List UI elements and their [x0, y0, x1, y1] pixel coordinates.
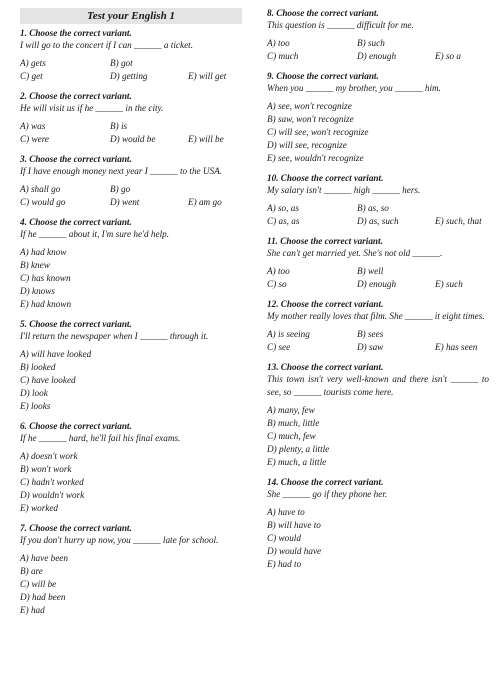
- answer-option[interactable]: A) too: [267, 266, 290, 276]
- question-header: 13. Choose the correct variant.: [267, 362, 384, 372]
- answer-option[interactable]: E) such: [435, 279, 463, 289]
- answer-option: [188, 57, 242, 70]
- answer-option: [188, 183, 242, 196]
- answer-option: [435, 37, 489, 50]
- answer-option[interactable]: B) are: [20, 566, 43, 576]
- question-header: 8. Choose the correct variant.: [267, 8, 379, 18]
- answer-options: [20, 183, 242, 209]
- question-header: 6. Choose the correct variant.: [20, 421, 132, 431]
- question-header: 14. Choose the correct variant.: [267, 477, 384, 487]
- question-text: I will go to the concert if I can ______ a ticket.: [20, 40, 193, 50]
- answer-option[interactable]: B) as, so: [357, 203, 389, 213]
- answer-option[interactable]: D) as, such: [357, 216, 399, 226]
- answer-option: [435, 265, 489, 278]
- question-text: If I have enough money next year I ______ to the USA.: [20, 166, 223, 176]
- answer-option[interactable]: E) had to: [267, 559, 302, 569]
- answer-option[interactable]: C) so: [267, 279, 287, 289]
- answer-option[interactable]: C) much: [267, 51, 299, 61]
- answer-option[interactable]: C) get: [20, 71, 43, 81]
- answer-option[interactable]: B) is: [110, 121, 128, 131]
- right-question-list: [267, 8, 489, 571]
- question-header: 7. Choose the correct variant.: [20, 523, 132, 533]
- question-block: [267, 362, 489, 469]
- answer-options: [267, 404, 489, 469]
- answer-option[interactable]: B) well: [357, 266, 384, 276]
- answer-option[interactable]: E) will get: [188, 71, 227, 81]
- answer-option[interactable]: C) see: [267, 342, 291, 352]
- answer-option[interactable]: B) looked: [20, 362, 56, 372]
- question-header: 2. Choose the correct variant.: [20, 91, 132, 101]
- question-block: [20, 319, 242, 413]
- answer-option[interactable]: E) has seen: [435, 342, 478, 352]
- answer-options: [267, 265, 489, 291]
- answer-options: [267, 100, 489, 165]
- answer-option[interactable]: C) as, as: [267, 216, 300, 226]
- question-block: [267, 173, 489, 228]
- answer-option[interactable]: D) getting: [110, 71, 148, 81]
- answer-option[interactable]: A) will have looked: [20, 349, 92, 359]
- question-block: [20, 91, 242, 146]
- answer-option[interactable]: A) have been: [20, 553, 68, 563]
- answer-option[interactable]: C) will see, won't recognize: [267, 127, 369, 137]
- answer-option[interactable]: D) saw: [357, 342, 384, 352]
- answer-option[interactable]: B) saw, won't recognize: [267, 114, 354, 124]
- answer-option[interactable]: B) much, little: [267, 418, 320, 428]
- answer-option[interactable]: D) knows: [20, 286, 55, 296]
- question-header: 12. Choose the correct variant.: [267, 299, 384, 309]
- answer-option[interactable]: C) would go: [20, 197, 66, 207]
- answer-option[interactable]: C) were: [20, 134, 50, 144]
- answer-option[interactable]: E) see, wouldn't recognize: [267, 153, 364, 163]
- answer-option[interactable]: E) will be: [188, 134, 224, 144]
- page-title: Test your English 1: [20, 8, 242, 24]
- answer-option[interactable]: E) much, a little: [267, 457, 327, 467]
- answer-option[interactable]: C) would: [267, 533, 301, 543]
- answer-option[interactable]: D) look: [20, 388, 48, 398]
- question-header: 3. Choose the correct variant.: [20, 154, 132, 164]
- question-header: 4. Choose the correct variant.: [20, 217, 132, 227]
- answer-option[interactable]: E) so a: [435, 51, 462, 61]
- question-block: [20, 523, 242, 617]
- question-text: If he ______ about it, I'm sure he'd help.: [20, 229, 170, 239]
- answer-option[interactable]: D) went: [110, 197, 140, 207]
- question-text: If you don't hurry up now, you ______ late for school.: [20, 535, 219, 545]
- question-text: This town isn't very well-known and there isn't ______ to see, so ______ tourists come here.: [267, 374, 489, 397]
- answer-option[interactable]: D) had been: [20, 592, 66, 602]
- answer-option[interactable]: B) will have to: [267, 520, 321, 530]
- answer-options: [20, 57, 242, 83]
- answer-option[interactable]: D) plenty, a little: [267, 444, 330, 454]
- answer-options: [20, 450, 242, 515]
- question-block: [267, 71, 489, 165]
- answer-option[interactable]: D) enough: [357, 51, 397, 61]
- answer-option[interactable]: D) would have: [267, 546, 322, 556]
- answer-option[interactable]: E) had: [20, 605, 45, 615]
- question-block: [20, 154, 242, 209]
- answer-option[interactable]: A) have to: [267, 507, 305, 517]
- question-text: This question is ______ difficult for me.: [267, 20, 414, 30]
- question-block: [20, 217, 242, 311]
- question-header: 5. Choose the correct variant.: [20, 319, 132, 329]
- answer-options: [20, 348, 242, 413]
- answer-options: [267, 37, 489, 63]
- answer-option[interactable]: E) looks: [20, 401, 51, 411]
- answer-option: [435, 328, 489, 341]
- answer-option[interactable]: E) am go: [188, 197, 222, 207]
- question-block: [267, 299, 489, 354]
- answer-option[interactable]: D) enough: [357, 279, 397, 289]
- answer-option[interactable]: A) shall go: [20, 184, 61, 194]
- question-text: He will visit us if he ______ in the city.: [20, 103, 164, 113]
- answer-option[interactable]: A) many, few: [267, 405, 315, 415]
- question-text: My salary isn't ______ high ______ hers.: [267, 185, 421, 195]
- answer-options: [20, 246, 242, 311]
- answer-option[interactable]: A) gets: [20, 58, 46, 68]
- question-header: 10. Choose the correct variant.: [267, 173, 384, 183]
- answer-options: [20, 120, 242, 146]
- answer-option[interactable]: D) would be: [110, 134, 156, 144]
- question-text: My mother really loves that film. She ______ it eight times.: [267, 311, 485, 321]
- answer-option: [188, 120, 242, 133]
- answer-option[interactable]: B) go: [110, 184, 131, 194]
- answer-option[interactable]: B) got: [110, 58, 133, 68]
- answer-option[interactable]: A) so, as: [267, 203, 299, 213]
- answer-option[interactable]: A) too: [267, 38, 290, 48]
- answer-option[interactable]: D) wouldn't work: [20, 490, 85, 500]
- answer-option[interactable]: A) is seeing: [267, 329, 310, 339]
- question-text: If he ______ hard, he'll fail his final exams.: [20, 433, 181, 443]
- answer-options: [20, 552, 242, 617]
- answer-option: [435, 202, 489, 215]
- answer-options: [267, 328, 489, 354]
- answer-option[interactable]: C) will be: [20, 579, 57, 589]
- answer-option[interactable]: C) hadn't worked: [20, 477, 84, 487]
- question-text: When you ______ my brother, you ______ him.: [267, 83, 441, 93]
- question-text: She can't get married yet. She's not old ______.: [267, 248, 443, 258]
- answer-option[interactable]: C) much, few: [267, 431, 316, 441]
- right-column: [267, 8, 489, 579]
- answer-option[interactable]: E) had known: [20, 299, 72, 309]
- answer-option[interactable]: E) such, that: [435, 216, 482, 226]
- question-block: [267, 236, 489, 291]
- answer-options: [267, 506, 489, 571]
- answer-option[interactable]: A) was: [20, 121, 46, 131]
- question-block: [20, 28, 242, 83]
- answer-option[interactable]: D) will see, recognize: [267, 140, 347, 150]
- answer-option[interactable]: C) has known: [20, 273, 71, 283]
- question-text: I'll return the newspaper when I ______ through it.: [20, 331, 209, 341]
- answer-option[interactable]: E) worked: [20, 503, 59, 513]
- answer-options: [267, 202, 489, 228]
- answer-option[interactable]: B) knew: [20, 260, 50, 270]
- answer-option[interactable]: A) see, won't recognize: [267, 101, 352, 111]
- answer-option[interactable]: C) have looked: [20, 375, 76, 385]
- answer-option[interactable]: A) doesn't work: [20, 451, 78, 461]
- left-column: [20, 8, 242, 625]
- answer-option[interactable]: B) sees: [357, 329, 384, 339]
- question-block: [20, 421, 242, 515]
- question-header: 11. Choose the correct variant.: [267, 236, 383, 246]
- question-block: [267, 477, 489, 571]
- question-text: She ______ go if they phone her.: [267, 489, 388, 499]
- question-block: [267, 8, 489, 63]
- left-question-list: [20, 28, 242, 617]
- answer-option[interactable]: B) such: [357, 38, 385, 48]
- question-header: 1. Choose the correct variant.: [20, 28, 132, 38]
- question-header: 9. Choose the correct variant.: [267, 71, 379, 81]
- answer-option[interactable]: A) had know: [20, 247, 67, 257]
- answer-option[interactable]: B) won't work: [20, 464, 72, 474]
